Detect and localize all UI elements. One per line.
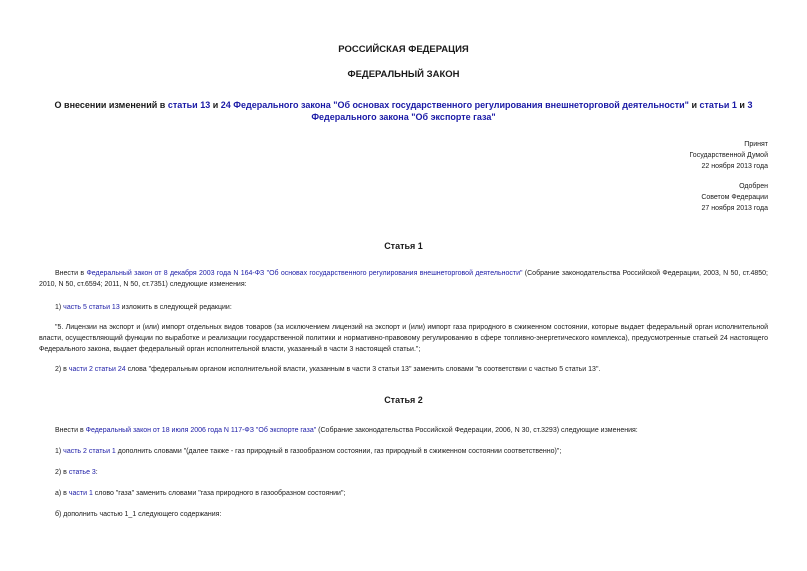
article-1-item-1	[39, 302, 768, 313]
approved-line: Советом Федерации	[701, 194, 768, 201]
title-link-article-1[interactable]: статьи 1	[699, 100, 737, 110]
article-1-quote: "5. Лицензии на экспорт и (или) импорт отдельных видов товаров (за исключением лицензий на экспорт и (или) импорт газа природного в сжиженном состоянии, которые выдает федеральный орган исполнительной власти, осуществляющий функции по выработке и реализации государственной политики и нормативно-правовому регулированию в сфере топливно-энергетического комплекса), предусмотренные статьей 24 настоящего Федерального закона, выдает федеральный орган исполнительной власти, указанный в части 3 настоящей статьи.";	[39, 324, 768, 353]
law-title	[40, 99, 767, 123]
title-text: О внесении изменений в	[54, 100, 168, 110]
paragraph-text: изложить в следующей редакции:	[119, 304, 232, 311]
paragraph-text: Внести в	[55, 427, 86, 434]
paragraph-text: 2) в	[55, 469, 69, 476]
article-2-item-2	[39, 467, 768, 478]
title-link-article-13[interactable]: статьи 13	[167, 100, 211, 110]
link-law-117-fz[interactable]: Федеральный закон от 18 июля 2006 года N 117-ФЗ "Об экспорте газа"	[85, 427, 317, 434]
link-part-2-article-24[interactable]: части 2 статьи 24	[68, 366, 126, 373]
paragraph-text: 1)	[55, 448, 64, 455]
article-2-subitem-b: б) дополнить частью 1_1 следующего содержания:	[55, 511, 222, 518]
title-link-gas-export-law[interactable]: Федерального закона "Об экспорте газа"	[311, 112, 496, 122]
article-2-heading: Статья 2	[384, 395, 423, 405]
title-link-article-24[interactable]: 24 Федерального закона "Об основах государственного регулирования внешнеторговой деятельности"	[220, 100, 689, 110]
country-heading: РОССИЙСКАЯ ФЕДЕРАЦИЯ	[338, 44, 469, 55]
title-text: и	[736, 100, 748, 110]
adopted-line: Принят	[744, 141, 768, 148]
link-law-164-fz[interactable]: Федеральный закон от 8 декабря 2003 года N 164-ФЗ "Об основах государственного регулирования внешнеторговой деятельности"	[86, 270, 523, 277]
article-2-intro	[39, 425, 768, 436]
link-part-1[interactable]: части 1	[68, 490, 93, 497]
article-1-heading: Статья 1	[384, 241, 423, 251]
article-2-subitem-a	[39, 488, 768, 499]
paragraph-text: дополнить словами "(далее также - газ природный в газообразном состоянии, газ природный в сжиженном состоянии соответственно)";	[115, 448, 562, 455]
title-link-article-3[interactable]: 3	[747, 100, 753, 110]
adopted-line: Государственной Думой	[689, 152, 768, 159]
paragraph-text: (Собрание законодательства Российской Федерации, 2003, N 50, ст.4850; 2010, N 50, ст.6594; 2011, N 50, ст.7351) следующие изменения:	[39, 270, 768, 288]
paragraph-text: Внести в	[55, 270, 87, 277]
link-part-5-article-13[interactable]: часть 5 статьи 13	[63, 304, 120, 311]
approved-block	[701, 181, 768, 214]
title-text: и	[210, 100, 221, 110]
paragraph-text: а) в	[55, 490, 69, 497]
article-1-intro	[39, 268, 768, 290]
adopted-line: 22 ноября 2013 года	[701, 163, 768, 170]
approved-line: Одобрен	[739, 183, 768, 190]
law-type-heading: ФЕДЕРАЛЬНЫЙ ЗАКОН	[347, 69, 460, 80]
article-1-item-2	[39, 364, 768, 375]
adopted-block	[689, 139, 768, 172]
link-article-3[interactable]: статье 3	[68, 469, 96, 476]
article-2-item-1	[39, 446, 768, 457]
paragraph-text: слова "федеральным органом исполнительной власти, указанным в части 3 статьи 13" заменить словами "в соответствии с частью 5 статьи 13".	[125, 366, 601, 373]
link-part-2-article-1[interactable]: часть 2 статьи 1	[63, 448, 116, 455]
paragraph-text: 1)	[55, 304, 64, 311]
paragraph-text: слово "газа" заменить словами "газа природного в газообразном состоянии";	[92, 490, 346, 497]
approved-line: 27 ноября 2013 года	[701, 205, 768, 212]
paragraph-text: (Собрание законодательства Российской Федерации, 2006, N 30, ст.3293) следующие изменения:	[316, 427, 638, 434]
title-text: и	[688, 100, 700, 110]
paragraph-text: :	[95, 469, 98, 476]
paragraph-text: 2) в	[55, 366, 69, 373]
